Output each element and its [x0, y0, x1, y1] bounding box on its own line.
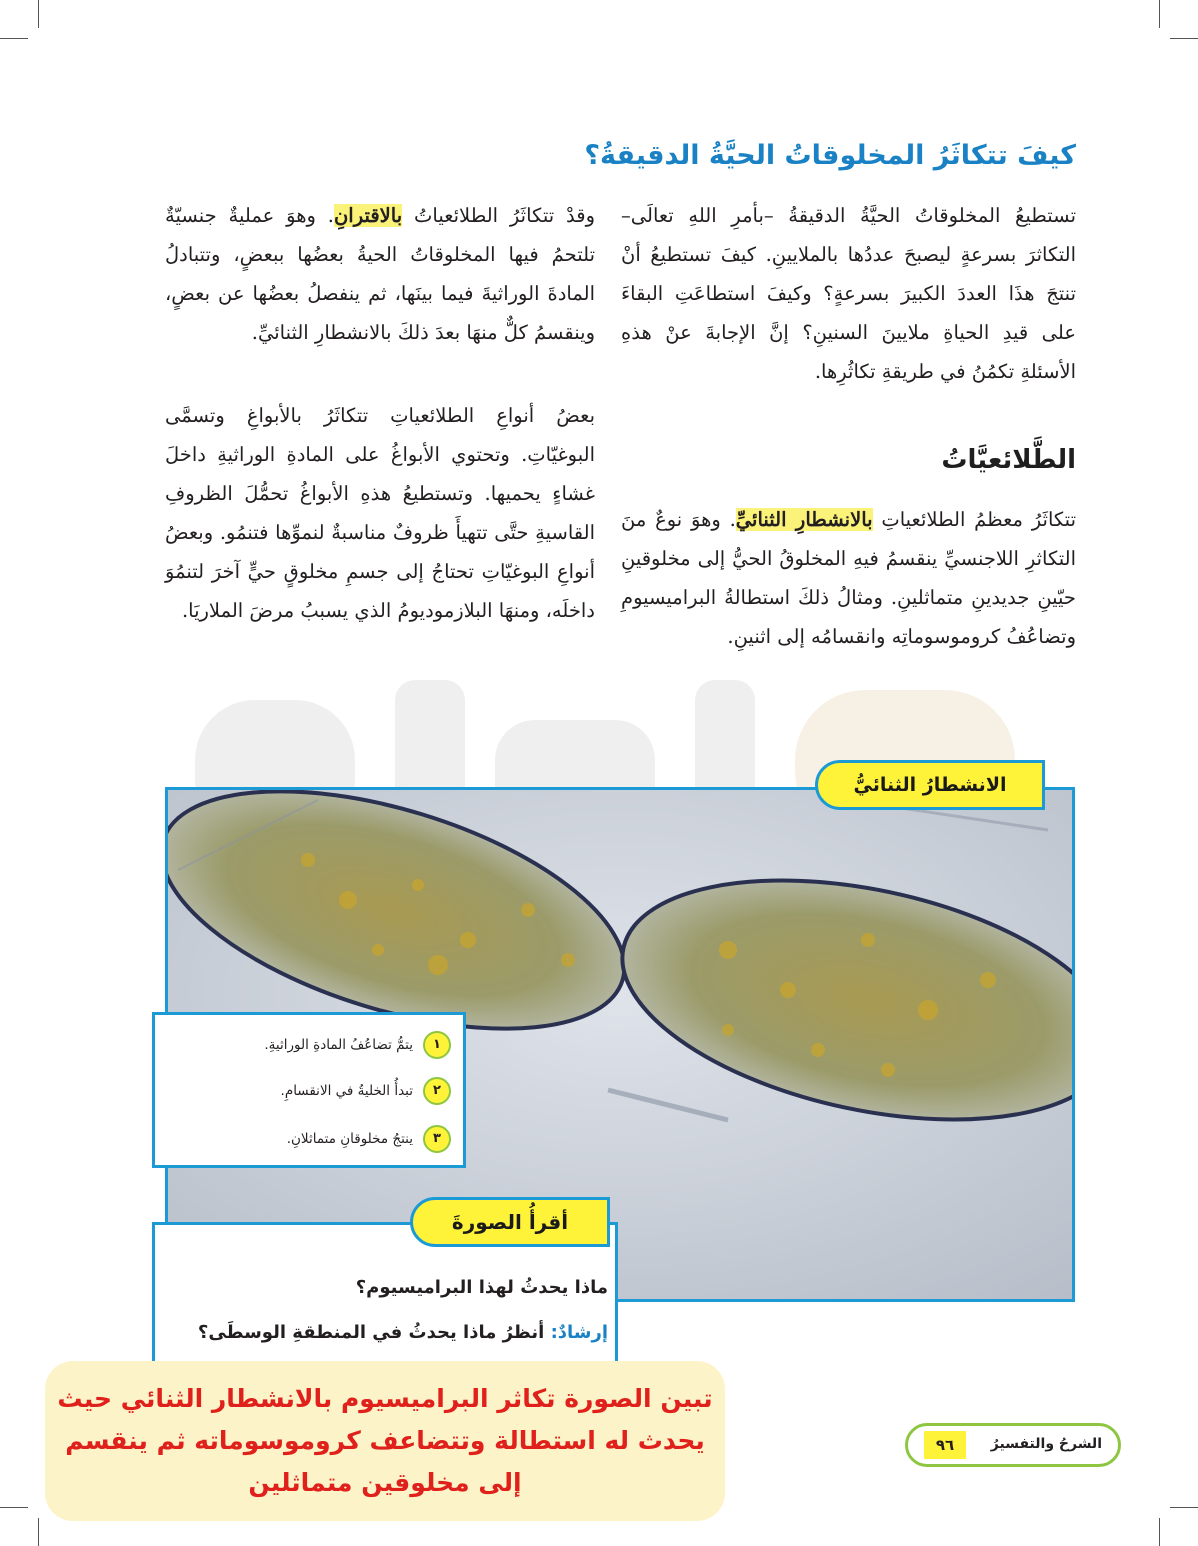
step-item	[264, 1031, 451, 1059]
hint-label: إرشادٌ:	[550, 1322, 608, 1343]
steps-box	[152, 1012, 466, 1168]
figure-title: الانشطارُ الثنائيُّ	[815, 760, 1045, 810]
text-run: . وهوَ نوعٌ منَ التكاثرِ اللاجنسيِّ ينقسمُ فيهِ المخلوقُ الحيُّ إلى مخلوقينِ حيّينِ جديدينِ متماثلينِ. ومثالُ ذلكَ استطالةُ البراميسيومِ وتضاعُفُ كروموسوماتِه وانقسامُه إلى اثنينِ.	[621, 508, 1076, 648]
text-run: . وهوَ عمليةٌ جنسيّةٌ تلتحمُ فيها المخلوقاتُ الحيةُ بعضُها ببعضٍ، وتتبادلُ المادةَ الوراثيةَ فيما بينَها، ثم ينفصلُ بعضُها عن بعضٍ، وينقسمُ كلٌّ منهَا بعدَ ذلكَ بالانشطارِ الثنائيِّ.	[165, 204, 595, 344]
hint-text: أنظرُ ماذا يحدثُ في المنطقةِ الوسطَى؟	[197, 1322, 545, 1343]
crop-mark	[1159, 1518, 1160, 1546]
step-text: تبدأُ الخليةُ في الانقسامِ.	[280, 1083, 413, 1099]
read-picture-question: ماذا يحدثُ لهذا البراميسيوم؟	[355, 1277, 608, 1298]
crop-mark	[1170, 38, 1198, 39]
section-heading: الطَّلائعيَّاتُ	[941, 445, 1076, 475]
conjugation-paragraph	[165, 196, 595, 352]
crop-mark	[38, 0, 39, 28]
step-number: ١	[423, 1031, 451, 1059]
crop-mark	[38, 1518, 39, 1546]
page-title: كيفَ تتكاثَرُ المخلوقاتُ الحيَّةُ الدقيقةُ؟	[584, 140, 1076, 171]
read-picture-hint	[198, 1322, 608, 1343]
footer-label: الشرحُ والتفسيرُ	[990, 1436, 1102, 1452]
crop-mark	[0, 38, 28, 39]
page-number: ٩٦	[924, 1431, 966, 1459]
step-text: يتمُّ تضاعُفُ المادةِ الوراثيةِ.	[264, 1037, 413, 1053]
answer-box: تبين الصورة تكاثر البراميسيوم بالانشطار الثنائي حيث يحدث له استطالة وتتضاعف كروموسوماته ثم ينقسم إلى مخلوقين متماثلين	[45, 1361, 725, 1521]
crop-mark	[1170, 1507, 1198, 1508]
crop-mark	[1159, 0, 1160, 28]
spores-paragraph: بعضُ أنواعِ الطلائعياتِ تتكاثَرُ بالأبواغِ وتسمَّى البوغيّاتِ. وتحتوي الأبواغُ على المادةِ الوراثيةِ داخلَ غشاءٍ يحميها. وتستطيعُ هذهِ الأبواغُ تحمُّلَ الظروفِ القاسيةِ حتَّى تتهيأَ ظروفٌ مناسبةٌ لنموِّها فتنمُو. وبعضُ أنواعِ البوغيّاتِ تحتاجُ إلى جسمِ مخلوقٍ حيٍّ آخرَ لتنمُوَ داخلَه، ومنهَا البلازموديومُ الذي يسببُ مرضَ الملاريَا.	[165, 404, 595, 622]
step-number: ٣	[423, 1125, 451, 1153]
read-picture-title: أقرأُ الصورةَ	[410, 1197, 610, 1247]
page-footer	[905, 1423, 1121, 1467]
text-run: وقدْ تتكاثَرُ الطلائعياتُ	[402, 204, 595, 227]
step-text: ينتجُ مخلوقانِ متماثلانِ.	[286, 1131, 413, 1147]
intro-paragraph: تستطيعُ المخلوقاتُ الحيَّةُ الدقيقةُ –بأمرِ اللهِ تعالَى– التكاثرَ بسرعةٍ ليصبحَ عددُها بالملايينِ. كيفَ تستطيعُ أنْ تنتجَ هذَا العددَ الكبيرَ بسرعةٍ؟ وكيفَ استطاعَتِ البقاءَ على قيدِ الحياةِ ملايينَ السنينِ؟ إنَّ الإجابةَ عنْ هذهِ الأسئلةِ تكمُنُ في طريقةِ تكاثُرِها.	[621, 204, 1076, 383]
step-number: ٢	[423, 1077, 451, 1105]
step-item	[287, 1125, 451, 1153]
highlighted-term: بالانشطارِ الثنائيِّ	[735, 508, 873, 531]
binary-fission-paragraph	[621, 500, 1076, 656]
crop-mark	[0, 1507, 28, 1508]
step-item	[281, 1077, 451, 1105]
highlighted-term: بالاقترانِ	[333, 204, 403, 227]
text-run: تتكاثَرُ معظمُ الطلائعياتِ	[872, 508, 1076, 531]
